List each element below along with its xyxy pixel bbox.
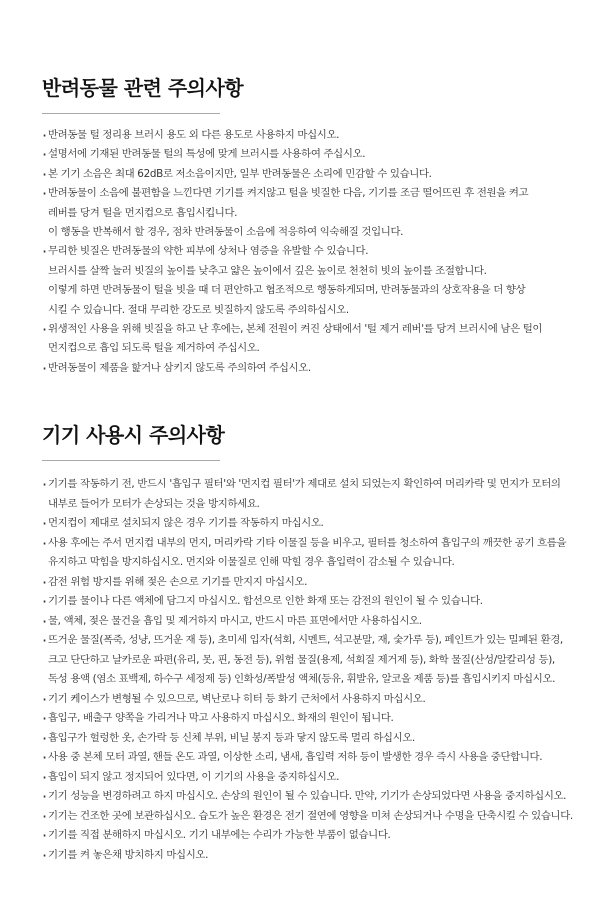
list-item-text: · 기기를 켜 놓은채 방치하지 마십시오. xyxy=(48,848,209,861)
device-precautions-section xyxy=(42,419,587,865)
list-item xyxy=(42,729,587,749)
list-item xyxy=(42,359,587,378)
list-item-text: 이렇게 하면 반려동물이 털을 빗을 때 더 편안하고 협조적으로 행동하게되며, 반려동물과의 상호작용을 더 향상 xyxy=(48,284,526,297)
pet-precautions-list xyxy=(42,126,587,378)
list-item-text: · 감전 위험 방지를 위해 젖은 손으로 기기를 만지지 마십시오. xyxy=(48,575,308,588)
list-item xyxy=(42,184,587,242)
section-title: 반려동물 관련 주의사항 xyxy=(42,76,244,100)
list-item xyxy=(42,320,587,359)
list-item xyxy=(42,242,587,320)
list-item-text: · 흡입구, 배출구 양쪽을 가리거나 막고 사용하지 마십시오. 화재의 원인이 됩니다. xyxy=(48,712,394,724)
list-item xyxy=(42,807,587,827)
list-item xyxy=(42,475,587,514)
list-item-text: · 먼지컵이 제대로 설치되지 않은 경우 기기를 작동하지 마십시오. xyxy=(48,517,324,529)
list-item xyxy=(42,514,587,534)
list-item-text: · 흡입이 되지 않고 정지되어 있다면, 이 기기의 사용을 중지하십시오. xyxy=(48,770,340,783)
list-item-text: · 기기를 작동하기 전, 반드시 '흡입구 필터'와 '먼지컵 필터'가 제대로 설치 되었는지 확인하여 머리카락 및 먼지가 모터의 xyxy=(48,478,561,490)
list-item xyxy=(42,846,587,866)
list-item-text: · 기기를 물이나 다른 액체에 담그지 마십시오. 합선으로 인한 화재 또는 감전의 원인이 될 수 있습니다. xyxy=(48,595,483,607)
list-item-text: 레버를 당겨 털을 먼지컵으로 흡입시킵니다. xyxy=(48,206,238,219)
list-item xyxy=(42,534,587,573)
list-item-text: 이 행동을 반복해서 할 경우, 점차 반려동물이 소음에 적응하여 익숙해질 것입니다. xyxy=(48,226,404,239)
list-item-text: · 위생적인 사용을 위해 빗질을 하고 난 후에는, 본체 전원이 켜진 상태에서 '털 제거 레버'를 당겨 브러시에 남은 털이 xyxy=(48,323,543,336)
list-item-text: · 기기를 직접 분해하지 마십시오. 기기 내부에는 수리가 가능한 부품이 없습니다. xyxy=(48,829,391,841)
list-item-text: 브러시를 살짝 눌러 빗질의 높이를 낮추고 얇은 높이에서 깊은 높이로 천천히 빗의 높이를 조절합니다. xyxy=(48,264,487,277)
list-item-text: · 사용 중 본체 모터 과열, 핸들 온도 과열, 이상한 소리, 냄새, 흡입력 저하 등이 발생한 경우 즉시 사용을 중단합니다. xyxy=(48,751,543,763)
pet-precautions-section xyxy=(42,72,587,378)
list-item xyxy=(42,165,587,184)
list-item-text: 크고 단단하고 날카로운 파편(유리, 못, 핀, 동전 등), 위험 물질(용제, 석회질 제거제 등), 화학 물질(산성/알칼리성 등), xyxy=(48,653,555,666)
list-item-text: 유지하고 막힘을 방지하십시오. 먼지와 이물질로 인해 막힐 경우 흡입력이 감소될 수 있습니다. xyxy=(48,556,455,568)
list-item-text: 먼지컵으로 흡입 되도록 털을 제거하여 주십시오. xyxy=(48,342,260,355)
list-item-text: · 기기 케이스가 변형될 수 있으므로, 벽난로나 히터 등 화기 근처에서 사용하지 마십시오. xyxy=(48,692,426,705)
list-item xyxy=(42,787,587,807)
list-item xyxy=(42,748,587,768)
list-item xyxy=(42,709,587,729)
title-divider xyxy=(42,460,220,461)
list-item xyxy=(42,826,587,846)
list-item xyxy=(42,768,587,788)
section-title: 기기 사용시 주의사항 xyxy=(42,423,225,447)
list-item-text: · 본 기기 소음은 최대 62dB로 저소음이지만, 일부 반려동물은 소리에 민감할 수 있습니다. xyxy=(48,167,432,180)
list-item-text: · 사용 후에는 주서 먼지컵 내부의 먼지, 머리카락 기타 이물질 등을 비우고, 필터를 청소하여 흡입구의 깨끗한 공기 흐름을 xyxy=(48,536,567,549)
list-item xyxy=(42,573,587,593)
list-item-text: 시킬 수 있습니다. 절대 무리한 강도로 빗질하지 않도록 주의하십시오. xyxy=(48,303,349,316)
list-item-text: 독성 용액 (염소 표백제, 하수구 세정제 등) 인화성/폭발성 액체(등유, 휘발유, 알코올 제품 등)를 흡입시키지 마십시오. xyxy=(48,673,556,685)
list-item xyxy=(42,145,587,164)
list-item-text: · 흡입구가 헐렁한 옷, 손가락 등 신체 부위, 비닐 봉지 등과 닿지 않도록 멀리 하십시오. xyxy=(48,731,415,744)
list-item xyxy=(42,612,587,632)
list-item xyxy=(42,592,587,612)
list-item xyxy=(42,126,587,145)
list-item-text: · 반려동물 털 정리용 브러시 용도 외 다른 용도로 사용하지 마십시오. xyxy=(48,129,340,141)
list-item-text: · 뜨거운 물질(폭죽, 성냥, 뜨거운 재 등), 초미세 입자(석회, 시멘트, 석고분말, 재, 숯가루 등), 페인트가 있는 밀폐된 환경, xyxy=(48,634,563,646)
list-item-text: 내부로 들어가 모터가 손상되는 것을 방지하세요. xyxy=(48,497,260,510)
title-divider xyxy=(42,113,220,114)
device-precautions-list xyxy=(42,475,587,865)
list-item xyxy=(42,631,587,690)
list-item xyxy=(42,690,587,710)
list-item-text: · 무리한 빗질은 반려동물의 약한 피부에 상처나 염증을 유발할 수 있습니다. xyxy=(48,245,369,258)
list-item-text: · 설명서에 기재된 반려동물 털의 특성에 맞게 브러시를 사용하여 주십시오. xyxy=(48,148,366,161)
list-item-text: · 물, 액체, 젖은 물건을 흡입 및 제거하지 마시고, 반드시 마른 표면에서만 사용하십시오. xyxy=(48,614,422,627)
list-item-text: · 반려동물이 제품을 핥거나 삼키지 않도록 주의하여 주십시오. xyxy=(48,361,311,374)
list-item-text: · 반려동물이 소음에 불편함을 느낀다면 기기를 켜지않고 털을 빗질한 다음, 기기를 조금 떨어뜨린 후 전원을 켜고 xyxy=(48,187,529,200)
list-item-text: · 기기는 건조한 곳에 보관하십시오. 습도가 높은 환경은 전기 절연에 영향을 미쳐 손상되거나 수명을 단축시킬 수 있습니다. xyxy=(48,809,573,822)
list-item-text: · 기기 성능을 변경하려고 하지 마십시오. 손상의 원인이 될 수 있습니다. 만약, 기기가 손상되었다면 사용을 중지하십시오. xyxy=(48,790,567,802)
